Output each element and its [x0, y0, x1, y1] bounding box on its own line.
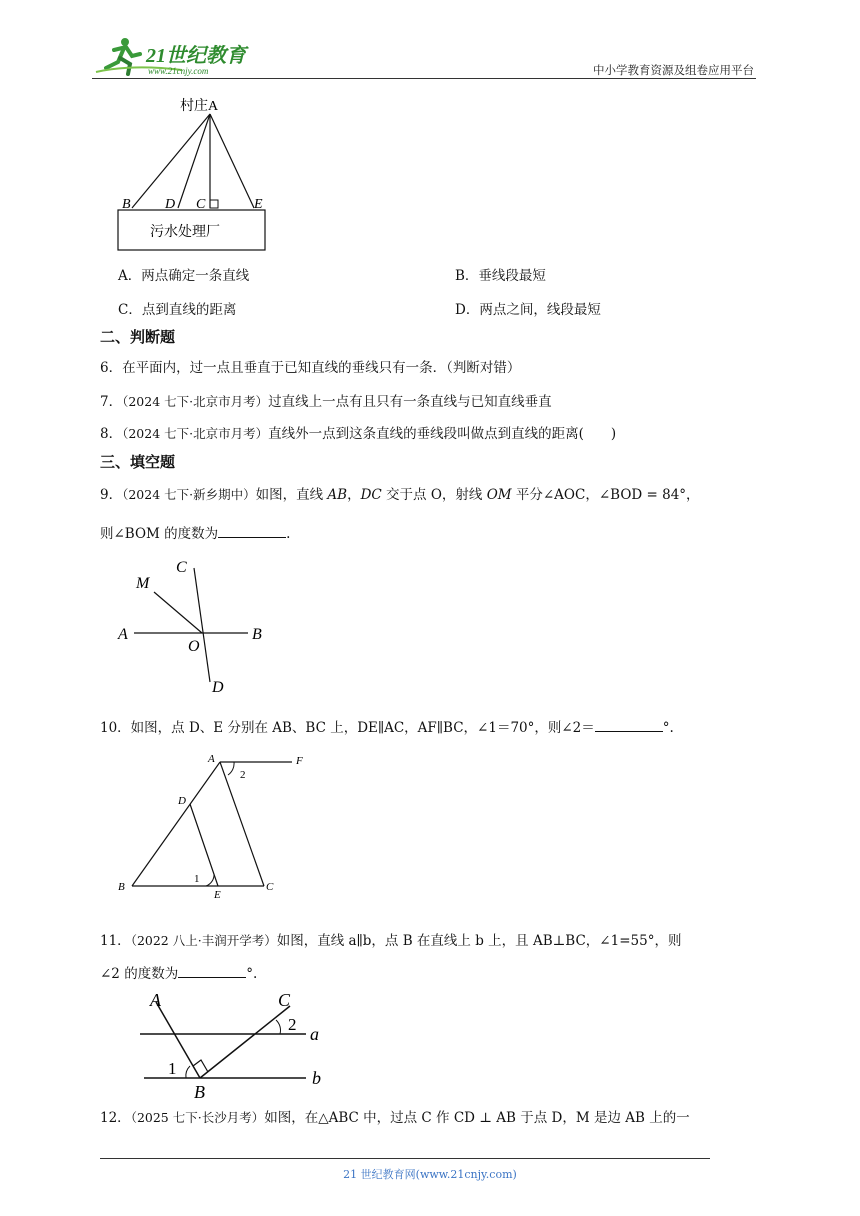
label-b: B: [122, 197, 131, 212]
question-7-number: 7．: [100, 394, 123, 410]
label-m: M: [136, 575, 150, 592]
question-11-source: （2022 八上·丰润开学考）: [130, 933, 277, 948]
label-c: C: [176, 559, 187, 576]
question-6: 6．在平面内，过一点且垂直于已知直线的垂线只有一条．（判断对错）: [100, 360, 521, 376]
option-d: D．两点之间，线段最短: [455, 302, 601, 318]
header-divider: [92, 78, 756, 79]
question-8-source: （2024 七下·北京市月考）: [122, 426, 269, 441]
math-ab: AB: [327, 487, 348, 503]
label-b: B: [194, 1082, 205, 1102]
question-8-number: 8．: [100, 426, 123, 442]
label-d: D: [165, 197, 176, 212]
logo-text: 21世纪教育: [146, 45, 246, 67]
label-f: F: [296, 755, 303, 767]
label-b: B: [118, 881, 125, 893]
question-9-ask: 则∠BOM 的度数为: [100, 526, 219, 542]
question-9-source: （2024 七下·新乡期中）: [122, 487, 256, 502]
option-b: B．垂线段最短: [455, 268, 546, 284]
label-o: O: [188, 638, 200, 655]
label-d: D: [212, 679, 224, 696]
label-d: D: [178, 795, 186, 807]
math-dc: DC: [360, 487, 382, 503]
figure-q9: [110, 556, 280, 696]
question-9-text-3: 平分∠AOC，∠BOD = 84°，: [515, 487, 700, 503]
question-7-source: （2024 七下·北京市月考）: [122, 394, 269, 409]
label-e: E: [254, 197, 263, 212]
question-11-line2: [100, 962, 257, 982]
question-10-text: 10．如图，点 D、E 分别在 AB、BC 上，DE∥AC，AF∥BC，∠1＝70°，则∠2＝: [100, 720, 595, 736]
question-10: [100, 716, 674, 736]
label-1: 1: [194, 873, 200, 885]
answer-blank-11[interactable]: [178, 966, 246, 978]
question-9-number: 9．: [100, 487, 123, 503]
footer-divider: [100, 1158, 710, 1159]
label-c: C: [278, 990, 291, 1010]
footer-text[interactable]: 21 世纪教育网(www.21cnjy.com): [343, 1168, 517, 1181]
question-9-text: 如图，直线: [255, 487, 324, 503]
question-11-ask: ∠2 的度数为: [100, 966, 179, 982]
label-a-line: a: [310, 1024, 319, 1044]
period: .: [286, 526, 291, 542]
question-9-text-2: 交于点 O，射线: [386, 487, 483, 503]
option-a: A．两点确定一条直线: [118, 268, 250, 284]
question-12-number: 12．: [100, 1110, 131, 1126]
question-12-source: （2025 七下·长沙月考）: [130, 1110, 265, 1125]
question-7: [100, 390, 552, 410]
page-header: [0, 0, 860, 80]
question-11-tail: °.: [246, 966, 258, 982]
sewage-plant-label: 污水处理厂: [150, 225, 220, 240]
label-2: 2: [288, 1015, 297, 1034]
label-a: A: [150, 990, 161, 1010]
site-logo: [92, 34, 272, 78]
label-b: B: [252, 626, 262, 643]
label-2: 2: [240, 769, 246, 781]
figure-q10: [110, 748, 320, 898]
question-12: [100, 1106, 690, 1126]
math-om: OM: [486, 487, 512, 503]
label-b-line: b: [312, 1068, 321, 1088]
question-8-text: 直线外一点到这条直线的垂线段叫做点到直线的距离( ): [268, 426, 617, 442]
logo-url: www.21cnjy.com: [148, 66, 209, 76]
label-1: 1: [168, 1059, 177, 1078]
label-e: E: [214, 889, 221, 898]
label-village-a: 村庄A: [180, 99, 219, 114]
question-10-tail: °.: [662, 720, 674, 736]
question-7-text: 过直线上一点有且只有一条直线与已知直线垂直: [268, 394, 552, 410]
question-11-text: 如图，直线 a∥b，点 B 在直线上 b 上，且 AB⊥BC，∠1=55°，则: [276, 933, 682, 949]
section-fill-title: 三、填空题: [100, 453, 176, 471]
question-9: [100, 483, 700, 503]
label-a: A: [118, 626, 128, 643]
label-c: C: [266, 881, 274, 893]
option-c: C．点到直线的距离: [118, 302, 237, 318]
label-a: A: [208, 753, 215, 765]
section-judgement-title: 二、判断题: [100, 328, 176, 346]
question-11: [100, 929, 681, 949]
answer-blank-9[interactable]: [218, 526, 286, 538]
figure-village: [110, 92, 280, 254]
question-12-text: 如图，在△ABC 中，过点 C 作 CD ⊥ AB 于点 D，M 是边 AB 上的一: [264, 1110, 690, 1126]
label-c: C: [196, 197, 206, 212]
answer-blank-10[interactable]: [595, 720, 663, 732]
question-8: [100, 422, 616, 442]
question-11-number: 11．: [100, 933, 131, 949]
question-9-line2: [100, 522, 290, 542]
comma: ，: [347, 487, 361, 503]
platform-name: 中小学教育资源及组卷应用平台: [593, 63, 754, 77]
figure-q11: [130, 986, 340, 1104]
